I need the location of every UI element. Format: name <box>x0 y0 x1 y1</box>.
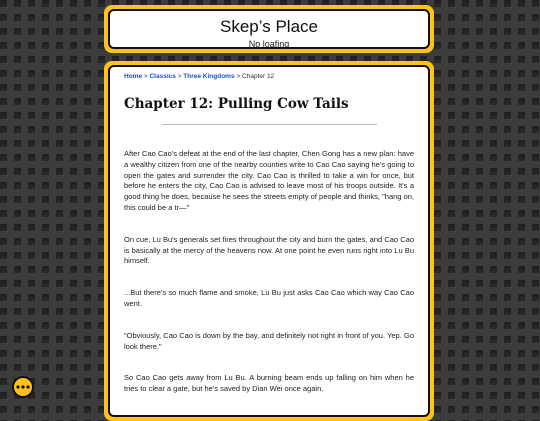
breadcrumb-current: Chapter 12 <box>242 73 275 80</box>
article-paragraph: On cue, Lu Bu's generals set fires throughout the city and burn the gates, and Cao Cao is basically at the mercy of the heavens now. At one point he even runs right into Lu Bu himself. <box>124 234 414 266</box>
site-tagline: No loafing <box>248 39 290 49</box>
breadcrumb-separator: > <box>236 73 241 80</box>
chapter-title: Chapter 12: Pulling Cow Tails <box>124 96 349 112</box>
site-title[interactable]: Skep’s Place <box>220 17 318 36</box>
title-divider <box>162 124 377 125</box>
breadcrumb-classics-link[interactable]: Classics <box>149 73 176 80</box>
content-panel <box>104 61 434 421</box>
menu-button[interactable] <box>12 376 34 398</box>
article-paragraph: ...But there's so much flame and smoke, Lu Bu just asks Cao Cao which way Cao Cao went. <box>124 288 414 308</box>
breadcrumb-series-link[interactable]: Three Kingdoms <box>183 73 235 80</box>
article-card <box>108 65 430 417</box>
breadcrumb <box>124 73 414 80</box>
breadcrumb-home-link[interactable]: Home <box>124 73 143 80</box>
header-card <box>108 9 430 49</box>
article-paragraph: So Cao Cao gets away from Lu Bu. A burning beam ends up falling on him when he tries to clear a gate, but he's saved by Dian Wei once again. <box>124 373 414 394</box>
breadcrumb-separator: > <box>143 73 148 80</box>
header-panel <box>104 5 434 53</box>
article-paragraph: After Cao Cao's defeat at the end of the last chapter, Chen Gong has a new plan: have a wealthy citizen from one of the nearby counties write to Cao Cao saying he's going to open the gates and surrender the city. Cao Cao is thrilled to take a win for once, but before he enters the city, Cao Cao is advised to leave most of his troops outside. It's a good thing he does, because he sees the streets empty of people and thinks, "hang on, this could be a tr—" <box>124 149 414 212</box>
more-dots-icon <box>16 385 30 389</box>
breadcrumb-separator: > <box>177 73 182 80</box>
article-paragraph: "Obviously, Cao Cao is down by the bay, and definitely not right in front of you. Yep. Go look there." <box>124 330 414 351</box>
